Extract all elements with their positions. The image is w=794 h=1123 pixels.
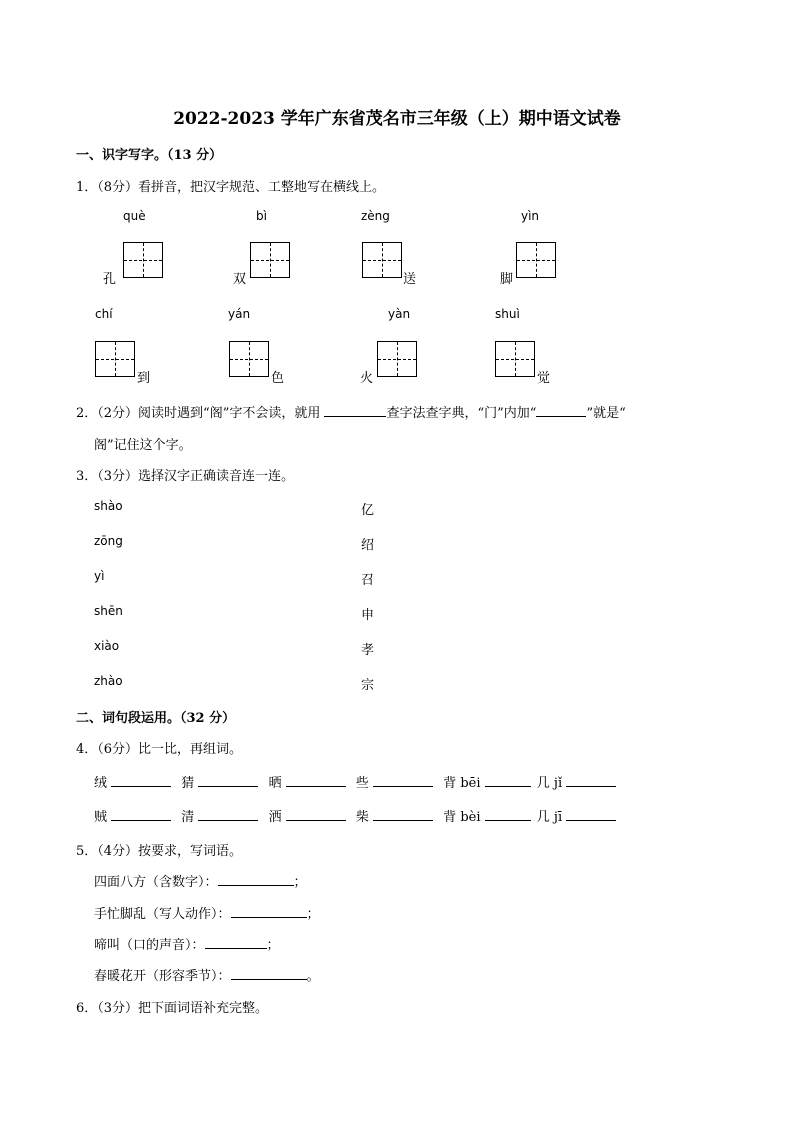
pinyin-label: yìn [521,209,540,223]
question-5-text: 5．（4分）按要求，写词语。 [76,844,243,859]
pinyin-option[interactable]: shào [94,499,123,513]
compare-char: 几 jī [536,810,563,825]
answer-blank[interactable] [373,774,433,787]
word-item-end: 。 [306,969,320,984]
compare-char: 背 bēi [443,776,481,791]
answer-blank[interactable] [536,404,586,417]
pinyin-label: què [123,209,146,223]
question-1-text: 1．（8分）看拼音，把汉字规范、工整地写在横线上。 [76,180,386,195]
answer-blank[interactable] [286,774,346,787]
compare-char: 背 bèi [443,810,481,825]
writing-grid-box[interactable] [362,242,402,278]
given-char: 孔 [103,272,117,287]
answer-blank[interactable] [198,808,258,821]
word-item [94,965,320,984]
compare-char: 清 [181,810,195,825]
pinyin-option[interactable]: yì [94,569,105,583]
word-item-label: 啼叫（口的声音）： [94,938,205,953]
writing-grid-box[interactable] [250,242,290,278]
pinyin-option[interactable]: zōng [94,534,123,548]
word-item-label: 手忙脚乱（写人动作）： [94,907,231,922]
char-option[interactable]: 召 [361,573,375,588]
word-item-end: ； [266,938,280,953]
compare-row-2 [94,806,616,825]
word-item-end: ； [293,875,307,890]
pinyin-option[interactable]: zhào [94,674,123,688]
given-char: 双 [233,272,247,287]
given-char: 到 [137,371,151,386]
writing-grid-box[interactable] [95,341,135,377]
answer-blank[interactable] [286,808,346,821]
given-char: 送 [403,272,417,287]
word-item-end: ； [306,907,320,922]
section-1-heading: 一、识字写字。（13 分） [76,148,223,163]
pinyin-option[interactable]: xiào [94,639,120,653]
page-title: 2022-2023 学年广东省茂名市三年级（上）期中语文试卷 [173,109,621,129]
question-4-text: 4．（6分）比一比，再组词。 [76,742,243,757]
char-option[interactable]: 绍 [361,538,375,553]
compare-char: 些 [355,776,369,791]
question-2-text-a: 2．（2分）阅读时遇到“阁”字不会读，就用 [76,406,321,421]
pinyin-label: yàn [388,307,411,321]
writing-grid-box[interactable] [229,341,269,377]
given-char: 脚 [500,272,514,287]
question-2-line-1 [76,402,626,421]
answer-blank[interactable] [566,774,616,787]
given-char: 觉 [537,371,551,386]
word-item [94,934,280,953]
pinyin-label: bì [256,209,267,223]
given-char: 火 [360,371,374,386]
char-option[interactable]: 申 [361,608,375,623]
compare-char: 绒 [94,776,108,791]
word-item [94,903,320,922]
pinyin-label: shuì [495,307,520,321]
compare-row-1 [94,772,616,791]
answer-blank[interactable] [566,808,616,821]
writing-grid-box[interactable] [377,341,417,377]
char-option[interactable]: 宗 [361,678,375,693]
word-item [94,871,307,890]
answer-blank[interactable] [218,873,294,886]
char-option[interactable]: 孝 [361,643,375,658]
compare-char: 猜 [181,776,195,791]
answer-blank[interactable] [111,774,171,787]
question-2-line-2: 阁”记住这个字。 [94,438,192,453]
compare-char: 晒 [268,776,282,791]
answer-blank[interactable] [485,774,531,787]
compare-char: 几 jǐ [536,776,563,791]
pinyin-label: chí [95,307,113,321]
pinyin-label: yán [228,307,251,321]
given-char: 色 [271,371,285,386]
answer-blank[interactable] [198,774,258,787]
writing-grid-box[interactable] [123,242,163,278]
section-2-heading: 二、词句段运用。（32 分） [76,711,236,726]
answer-blank[interactable] [231,905,307,918]
question-2-text-c: ”就是“ [586,406,626,421]
compare-char: 洒 [268,810,282,825]
answer-blank[interactable] [111,808,171,821]
char-option[interactable]: 亿 [361,503,375,518]
question-3-text: 3．（3分）选择汉字正确读音连一连。 [76,469,295,484]
word-item-label: 四面八方（含数字）： [94,875,218,890]
answer-blank[interactable] [373,808,433,821]
compare-char: 柴 [355,810,369,825]
word-item-label: 春暖花开（形容季节）： [94,969,231,984]
compare-char: 贼 [94,810,108,825]
answer-blank[interactable] [324,404,386,417]
answer-blank[interactable] [205,936,267,949]
answer-blank[interactable] [485,808,531,821]
question-6-text: 6．（3分）把下面词语补充完整。 [76,1001,269,1016]
writing-grid-box[interactable] [495,341,535,377]
pinyin-option[interactable]: shēn [94,604,123,618]
question-2-text-b: 查字法查字典，“门”内加“ [386,406,537,421]
writing-grid-box[interactable] [516,242,556,278]
pinyin-label: zèng [361,209,390,223]
answer-blank[interactable] [231,967,307,980]
